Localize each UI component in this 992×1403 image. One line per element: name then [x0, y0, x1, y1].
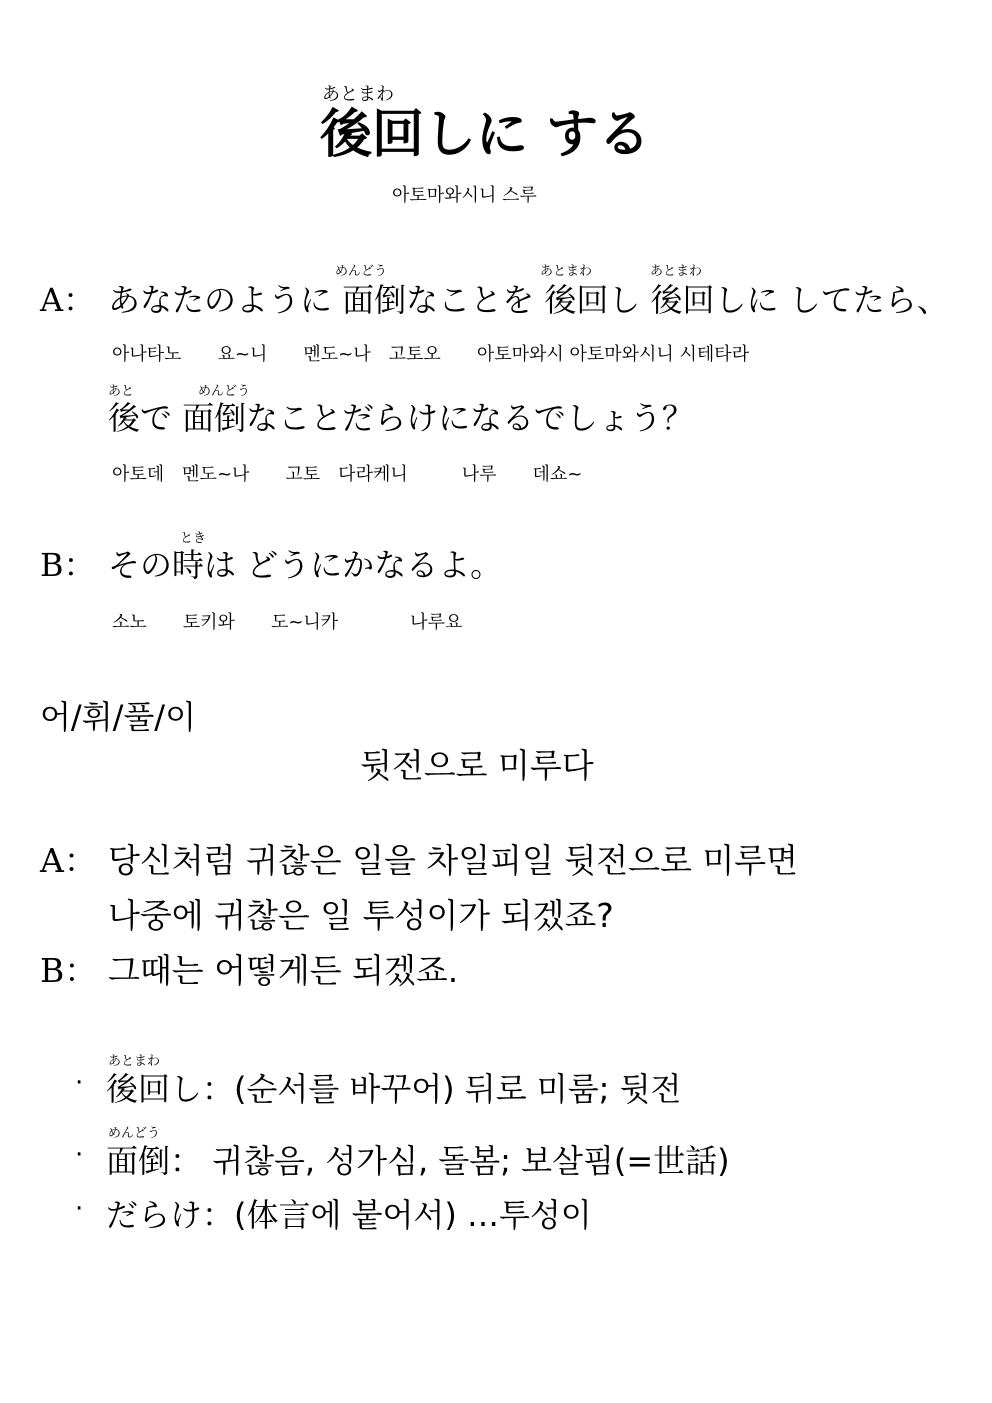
meaning: 뒷전으로 미루다: [360, 746, 594, 785]
vocab-heading: 어/휘/풀/이: [40, 698, 196, 736]
dialogue-a-line-2: 後で 面倒なことだらけになるでしょう？: [108, 399, 694, 437]
dialogue-a-reading-1: 아나타노 요~니 멘도~나 고토오 아토마와시 아토마와시니 시테타라: [112, 344, 750, 365]
dialogue-a-line-1: あなたのように 面倒なことを 後回し 後回しに してたら、: [108, 281, 949, 319]
ruby-atomawa-1: あとまわ: [540, 264, 593, 279]
glossary-term: 後回し: [106, 1070, 203, 1108]
dialogue-b-line-1: その時は どうにかなるよ。: [108, 546, 503, 584]
glossary-bullet-1: ·: [75, 1068, 84, 1098]
glossary-definition: ：(体言에 붙어서) …투성이: [202, 1196, 592, 1234]
title-reading: 아토마와시니 스루: [392, 185, 537, 206]
translation-speaker-a: A：: [40, 841, 97, 880]
page-title: 後回しに する: [320, 104, 651, 165]
translation-b-line-1: 그때는 어떻게든 되겠죠.: [108, 951, 459, 990]
title-ruby: あとまわ: [322, 84, 394, 105]
translation-speaker-b: B：: [40, 951, 98, 990]
glossary-term: 面倒: [106, 1142, 171, 1180]
dialogue-a-reading-2: 아토데 멘도~나 고토 다라케니 나루 데쇼~: [112, 464, 583, 485]
glossary-definition: ：(순서를 바꾸어) 뒤로 미룸; 뒷전: [202, 1070, 682, 1108]
dialogue-b-reading-1: 소노 토키와 도~니카 나루요: [112, 612, 463, 633]
glossary-item-1: [106, 1064, 681, 1110]
ruby-ato: あと: [108, 384, 135, 399]
speaker-a: A：: [40, 281, 96, 319]
glossary-ruby-2: めんどう: [108, 1126, 161, 1141]
ruby-mendou-1: めんどう: [335, 264, 388, 279]
glossary-item-3: [106, 1190, 592, 1236]
ruby-atomawa-2: あとまわ: [650, 264, 703, 279]
translation-a-line-1: 당신처럼 귀찮은 일을 차일피일 뒷전으로 미루면: [108, 841, 799, 880]
glossary-bullet-3: ·: [75, 1194, 84, 1224]
translation-a-line-2: 나중에 귀찮은 일 투성이가 되겠죠?: [108, 896, 614, 935]
ruby-toki: とき: [180, 531, 207, 546]
speaker-b: B：: [40, 546, 96, 584]
glossary-definition: ： 귀찮음, 성가심, 돌봄; 보살핌(=世話): [170, 1142, 730, 1180]
ruby-mendou-2: めんどう: [198, 384, 251, 399]
glossary-term: だらけ: [106, 1196, 203, 1234]
glossary-bullet-2: ·: [75, 1140, 84, 1170]
glossary-item-2: [106, 1136, 730, 1182]
glossary-ruby-1: あとまわ: [108, 1054, 161, 1069]
